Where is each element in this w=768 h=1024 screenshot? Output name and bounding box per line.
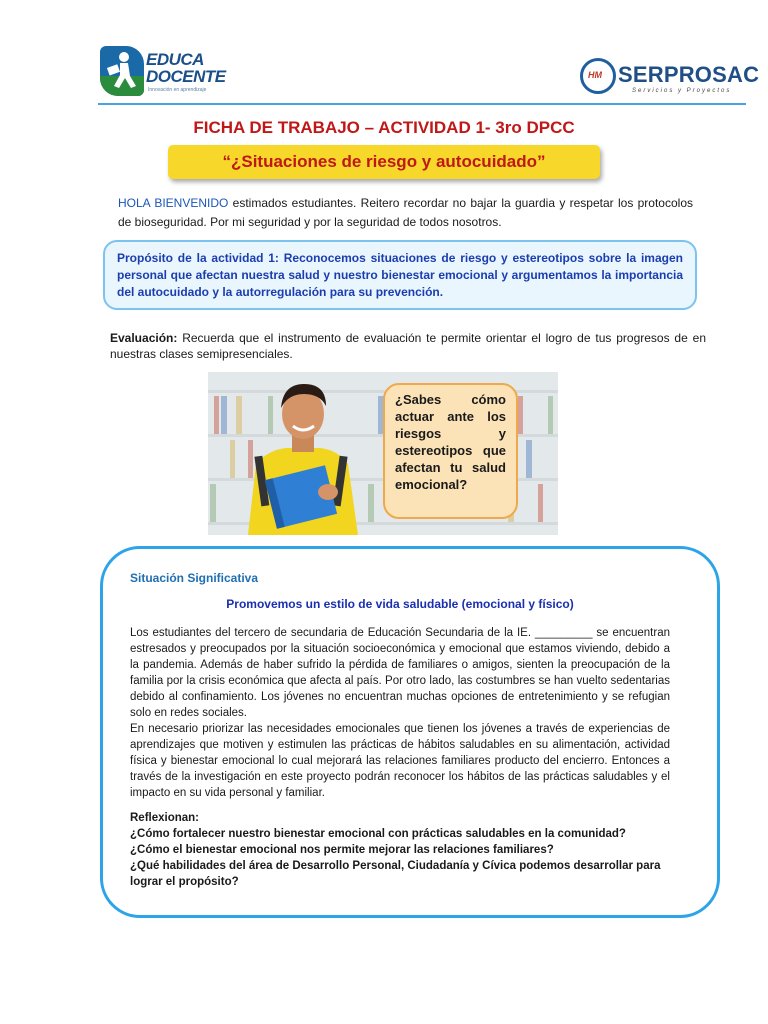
subtitle-banner: “¿Situaciones de riesgo y autocuidado” (168, 145, 600, 179)
serprosac-logo (580, 58, 760, 104)
page-title: FICHA DE TRABAJO – ACTIVIDAD 1- 3ro DPCC (193, 118, 575, 137)
situation-subheading: Promovemos un estilo de vida saludable (emocional y físico) (226, 597, 574, 611)
serprosac-tagline: Servicios y Proyectos (632, 88, 732, 94)
situation-paragraph-1: Los estudiantes del tercero de secundaria de Educación Secundaria de la IE. _________ se encuentran estresados y preocupados por la situación socioeconómica y emocional que estamos viviendo, debido a la pandemia. Además de haber sufrido la pérdida de familiares o amigos, sienten la preocupación de la familia por la crisis económica que afecta al país. Por otro lado, las costumbres se han vuelto sedentarias debido al confinamiento. Los jóvenes no encuentran muchas opciones de entretenimiento y se refugian solo en redes sociales. (130, 627, 670, 719)
logo-tagline: Innovación en aprendizaje (148, 87, 207, 93)
evaluation-text: Recuerda que el instrumento de evaluación te permite orientar el logro de tus progresos de en nuestras clases semipresenciales. (110, 331, 706, 361)
speech-bubble: ¿Sabes cómo actuar ante los riesgos y estereotipos que afectan tu salud emocional? (383, 383, 518, 519)
greeting-text: estimados estudiantes. Reitero recordar no bajar la guardia y respetar los protocolos de bioseguridad. Por mi seguridad y por la seguridad de todos nosotros. (118, 196, 693, 229)
header-divider (98, 103, 746, 105)
greeting-paragraph (118, 194, 693, 232)
greeting-highlight: HOLA BIENVENIDO (118, 196, 229, 210)
situation-heading: Situación Significativa (130, 571, 259, 585)
situation-body (130, 625, 670, 801)
reflect-label: Reflexionan: (130, 812, 200, 824)
serprosac-emblem-text: HM (588, 70, 602, 80)
logo-text-educa: EDUCA (146, 50, 204, 69)
question-item: ¿Cómo el bienestar emocional nos permite mejorar las relaciones familiares? (130, 844, 554, 856)
evaluation-paragraph (110, 330, 706, 362)
serprosac-emblem-icon (580, 58, 616, 94)
educa-docente-logo (100, 46, 240, 98)
reflection-questions (130, 810, 670, 890)
situation-paragraph-2: En necesario priorizar las necesidades emocionales que tienen los jóvenes a través de experiencias de aprendizajes que motiven y estimulen las prácticas de hábitos saludables en su alimentación, actividad física y bienestar emocional lo cual mejorará las relaciones familiares producto del encierro. Entonces a través de la investigación en este proyecto podrán reconocer los hábitos de las prácticas saludables y el impacto en su vida personal y familiar. (130, 723, 670, 799)
student-runner-icon (100, 46, 144, 96)
serprosac-brand: SERPROSAC (618, 62, 760, 87)
purpose-box: Propósito de la actividad 1: Reconocemos situaciones de riesgo y estereotipos sobre la imagen personal que afectan nuestra salud y nuestro bienestar emocional y argumentamos la importancia del autocuidado y la autorregulación para su prevención. (103, 240, 697, 310)
logo-text-docente: DOCENTE (146, 67, 226, 86)
question-item: ¿Cómo fortalecer nuestro bienestar emocional con prácticas saludables en la comunidad? (130, 828, 626, 840)
question-item: ¿Qué habilidades del área de Desarrollo Personal, Ciudadanía y Cívica podemos desarrollar para lograr el propósito? (130, 860, 661, 888)
evaluation-label: Evaluación: (110, 331, 178, 345)
